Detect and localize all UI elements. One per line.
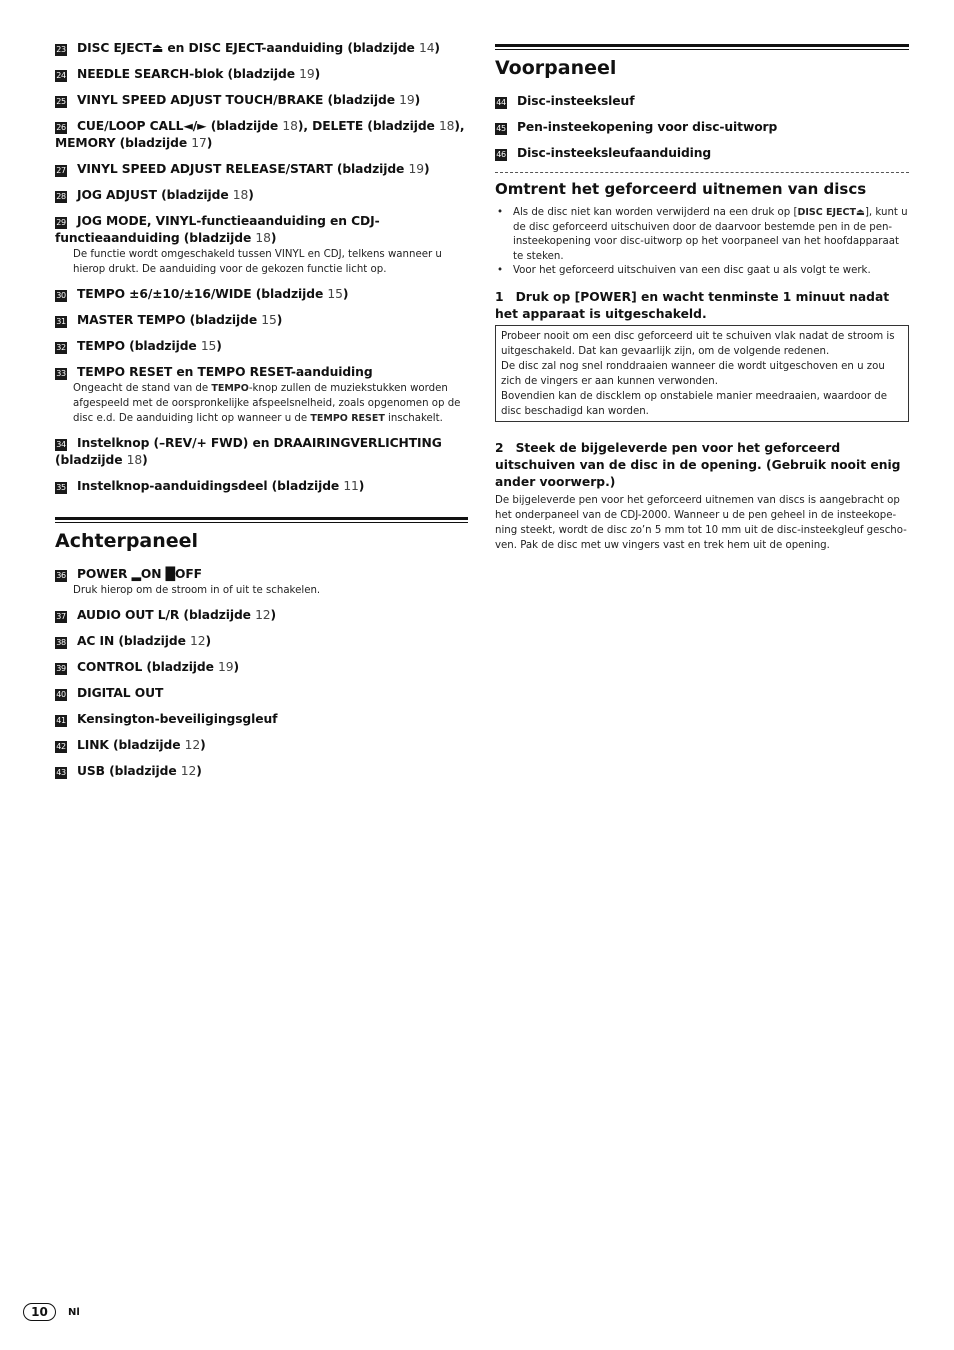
item-number-badge: 39: [56, 664, 66, 673]
desc-text: -knop zullen de muziekstukken worden afgespeeld met de oorspronkelijke afspeelsnelheid, zoals opgenomen op de disc e.d. De aanduiding licht op wanneer u de: [73, 383, 461, 424]
item-number-badge: 38: [56, 638, 66, 647]
item-label: NEEDLE SEARCH-blok (bladzijde: [77, 67, 300, 81]
item-number-badge: 37: [56, 612, 66, 621]
item-number-badge: 33: [56, 369, 66, 378]
bullet-item: [495, 206, 909, 264]
item-number-badge: 36: [56, 571, 66, 580]
item-number-badge: 43: [56, 768, 66, 777]
section-title-voorpaneel: Voorpaneel: [495, 46, 909, 79]
item-number-badge: 28: [56, 192, 66, 201]
item-label: Instelknop (–REV/+ FWD) en DRAAIRINGVERLICHTING (bladzijde: [55, 436, 442, 467]
item-description: [55, 381, 468, 426]
page-reference: 12: [184, 738, 201, 752]
item-label: Pen-insteekopening voor disc-uitworp: [517, 120, 778, 134]
bullet-text: ], kunt u de disc geforceerd uitschuiven door de daarvoor bestemde pen in de pen-insteekopening voor disc-uitworp op het voorpaneel van het hoofdapparaat te steken.: [513, 207, 908, 262]
item-label: ): [205, 634, 212, 648]
desc-text: inschakelt.: [384, 413, 443, 424]
item-label: ): [342, 287, 349, 301]
page-number: 10: [23, 1303, 56, 1321]
page-reference: 19: [218, 660, 234, 674]
step-2-description: De bijgeleverde pen voor het geforceerd uitnemen van discs is aangebracht op het onderpaneel van de CDJ-2000. Wanneer u de pen geheel in de insteekope-ning steekt, wordt de disc zo’n 5 mm tot 10 mm uit de disc-insteekgleuf gescho-ven. Pak de disc met uw vingers vast en trek hem uit de opening.: [495, 494, 907, 551]
list-item-46: [495, 145, 909, 162]
control-list-a: [55, 40, 468, 355]
item-number-badge: 40: [56, 690, 66, 699]
item-number-badge: 34: [56, 440, 66, 449]
page-reference: 12: [180, 764, 197, 778]
list-item-38: [55, 633, 468, 650]
page-reference: 12: [255, 608, 271, 622]
item-number-badge: 45: [496, 124, 506, 133]
left-column: [55, 40, 468, 789]
item-label: ): [314, 67, 321, 81]
item-label: ): [196, 764, 202, 778]
step-number: 2: [495, 440, 504, 455]
page-reference: 11: [343, 479, 359, 493]
page-reference: 15: [327, 287, 343, 301]
page-reference: 18: [232, 188, 249, 202]
page-reference: 18: [438, 119, 455, 133]
item-label: AUDIO OUT L/R (bladzijde: [77, 608, 256, 622]
page-reference: 12: [190, 634, 206, 648]
list-item-43: [55, 763, 468, 780]
list-item-37: [55, 607, 468, 624]
list-item-29: [55, 213, 468, 277]
step-text: Steek de bijgeleverde pen voor het geforceerd uitschuiven van de disc in de opening. (Gebruik nooit enig ander voorwerp.): [495, 440, 901, 489]
item-label: DIGITAL OUT: [77, 686, 164, 700]
front-panel-list: [495, 93, 909, 162]
item-label: ): [200, 738, 206, 752]
item-label: ): [358, 479, 365, 493]
item-label: ): [142, 453, 148, 467]
item-label: TEMPO (bladzijde: [77, 339, 201, 353]
item-label: ): [270, 608, 277, 622]
page-reference: 18: [126, 453, 143, 467]
step-2: [495, 440, 909, 491]
item-label: ): [270, 231, 277, 245]
desc-keyword: TEMPO RESET: [310, 413, 385, 424]
item-label: ): [233, 660, 240, 674]
list-item-45: [495, 119, 909, 136]
subsection-title-forced-eject: Omtrent het geforceerd uitnemen van discs: [495, 172, 909, 198]
item-description: Druk hierop om de stroom in of uit te schakelen.: [73, 585, 321, 596]
item-label: Disc-insteeksleuf: [517, 94, 635, 108]
list-item-41: [55, 711, 468, 728]
right-column: [495, 40, 909, 553]
item-label: TEMPO RESET en TEMPO RESET-aanduiding: [77, 365, 373, 379]
bullet-item: • Voor het geforceerd uitschuiven van een disc gaat u als volgt te werk.: [495, 264, 909, 279]
item-label: ): [206, 136, 213, 150]
item-number-badge: 26: [56, 123, 66, 132]
item-label: VINYL SPEED ADJUST TOUCH/BRAKE (bladzijde: [77, 93, 400, 107]
item-label: ): [423, 162, 430, 176]
item-number-badge: 42: [56, 742, 66, 751]
page-reference: 14: [418, 41, 435, 55]
item-label: CUE/LOOP CALL◄/► (bladzijde: [77, 119, 283, 133]
warning-box: [495, 325, 909, 422]
item-number-badge: 44: [496, 98, 506, 107]
item-number-badge: 27: [56, 166, 66, 175]
rear-panel-list: [55, 607, 468, 780]
page-reference: 18: [282, 119, 298, 133]
item-label: POWER ▂ON █OFF: [77, 567, 202, 581]
page-reference: 19: [299, 67, 315, 81]
list-item-42: [55, 737, 468, 754]
list-item-36: [55, 566, 468, 598]
step-number: 1: [495, 289, 504, 304]
item-number-badge: 35: [56, 483, 66, 492]
list-item-25: [55, 92, 468, 109]
item-label: Kensington-beveiligingsgleuf: [77, 712, 278, 726]
list-item-24: [55, 66, 468, 83]
item-number-badge: 31: [56, 317, 66, 326]
list-item-32: [55, 338, 468, 355]
item-number-badge: 23: [56, 45, 66, 54]
item-label: MASTER TEMPO (bladzijde: [77, 313, 262, 327]
bullet-list: [495, 206, 909, 279]
page-reference: 15: [261, 313, 277, 327]
item-number-badge: 41: [56, 716, 66, 725]
list-item-28: [55, 187, 468, 204]
page-reference: 17: [191, 136, 207, 150]
item-label: VINYL SPEED ADJUST RELEASE/START (bladzijde: [77, 162, 409, 176]
list-item-34: [55, 435, 468, 469]
item-label: ): [434, 41, 440, 55]
item-label: LINK (bladzijde: [77, 738, 185, 752]
control-list-b: [55, 435, 468, 495]
item-label: CONTROL (bladzijde: [77, 660, 219, 674]
list-item-40: [55, 685, 468, 702]
item-number-badge: 46: [496, 150, 506, 159]
page-footer: [23, 1302, 80, 1322]
item-label: ), DELETE (bladzijde: [297, 119, 439, 133]
bullet-text: Als de disc niet kan worden verwijderd na een druk op [: [513, 207, 798, 218]
item-label: ): [414, 93, 421, 107]
item-label: TEMPO ±6/±10/±16/WIDE (bladzijde: [77, 287, 328, 301]
list-item-35: [55, 478, 468, 495]
list-item-27: [55, 161, 468, 178]
language-code: Nl: [68, 1306, 80, 1318]
step-1: [495, 289, 909, 323]
item-number-badge: 25: [56, 97, 66, 106]
item-label: AC IN (bladzijde: [77, 634, 191, 648]
list-item-30: [55, 286, 468, 303]
item-label: ): [248, 188, 254, 202]
item-label: JOG ADJUST (bladzijde: [77, 188, 233, 202]
item-label: Disc-insteeksleufaanduiding: [517, 146, 712, 160]
page-reference: 15: [200, 339, 217, 353]
item-label: Instelknop-aanduidingsdeel (bladzijde: [77, 479, 344, 493]
item-number-badge: 24: [56, 71, 66, 80]
item-label: ): [276, 313, 283, 327]
list-item-31: [55, 312, 468, 329]
item-label: ): [216, 339, 222, 353]
item-number-badge: 30: [56, 291, 66, 300]
item-label: JOG MODE, VINYL-functieaanduiding en CDJ-functieaanduiding (bladzijde: [55, 214, 380, 245]
item-description: De functie wordt omgeschakeld tussen VINYL en CDJ, telkens wanneer u hierop drukt. De aanduiding voor de gekozen functie licht op.: [73, 249, 442, 275]
page-reference: 19: [408, 162, 424, 176]
warning-text: De disc zal nog snel ronddraaien wanneer die wordt uitgeschoven en u zou zich de vingers er aan kunnen verwonden.: [501, 360, 885, 387]
item-label: ), MEMORY (bladzijde: [55, 119, 465, 150]
desc-text: Ongeacht de stand van de: [73, 383, 212, 394]
bullet-keyword: DISC EJECT⏏: [797, 207, 865, 218]
section-title-achterpaneel: Achterpaneel: [55, 519, 468, 552]
warning-text: Bovendien kan de discklem op onstabiele manier meedraaien, waardoor de disc beschadigd kan worden.: [501, 390, 888, 417]
item-number-badge: 29: [56, 218, 66, 227]
item-label: DISC EJECT⏏ en DISC EJECT-aanduiding (bladzijde: [77, 41, 419, 55]
item-label: USB (bladzijde: [77, 764, 181, 778]
desc-keyword: TEMPO: [211, 383, 249, 394]
warning-text: Probeer nooit om een disc geforceerd uit te schuiven vlak nadat de stroom is uitgeschakeld. Dat kan gevaarlijk zijn, om de volgende redenen.: [501, 330, 895, 357]
list-item-33: [55, 364, 468, 426]
list-item-26: [55, 118, 468, 152]
list-item-39: [55, 659, 468, 676]
page-reference: 19: [399, 93, 415, 107]
list-item-44: [495, 93, 909, 110]
page-reference: 18: [255, 231, 271, 245]
item-number-badge: 32: [56, 343, 66, 352]
step-text: Druk op [POWER] en wacht tenminste 1 minuut nadat het apparaat is uitgeschakeld.: [495, 289, 890, 321]
list-item-23: [55, 40, 468, 57]
